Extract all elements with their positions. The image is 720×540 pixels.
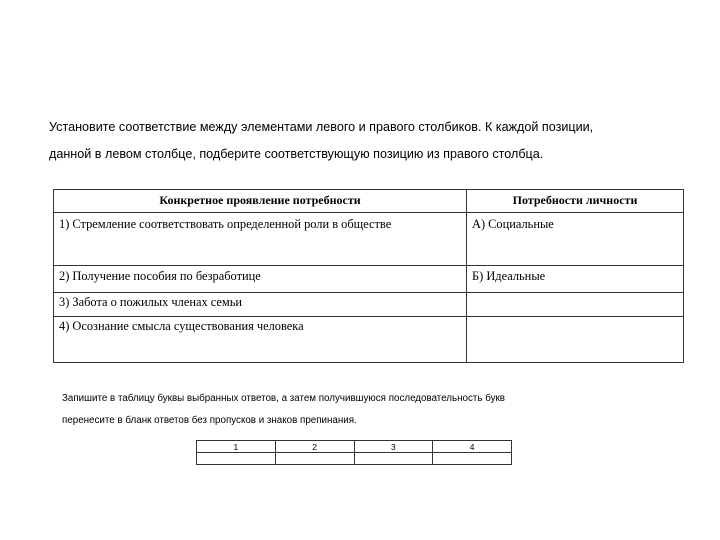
answer-cell-1[interactable]: [197, 453, 276, 465]
answer-header-4: 4: [433, 441, 512, 453]
instruction-line-1: Запишите в таблицу буквы выбранных ответов, а затем получившуюся последовательность букв: [62, 393, 505, 404]
table-row: [54, 317, 684, 363]
left-cell: 3) Забота о пожилых членах семьи: [54, 293, 467, 317]
right-cell: [467, 293, 684, 317]
table-row: [54, 266, 684, 293]
answer-header-3: 3: [354, 441, 433, 453]
answer-header-row: [197, 441, 512, 453]
left-cell: 2) Получение пособия по безработице: [54, 266, 467, 293]
answer-header-1: 1: [197, 441, 276, 453]
task-text: [49, 114, 689, 168]
answer-cell-3[interactable]: [354, 453, 433, 465]
answer-header-2: 2: [275, 441, 354, 453]
matching-table-header: [54, 190, 684, 213]
right-cell: [467, 317, 684, 363]
header-right: Потребности личности: [467, 190, 684, 213]
matching-table: [53, 189, 684, 363]
header-left: Конкретное проявление потребности: [54, 190, 467, 213]
left-cell: 1) Стремление соответствовать определенной роли в обществе: [54, 213, 467, 266]
answer-table: [196, 440, 512, 465]
right-cell: А) Социальные: [467, 213, 684, 266]
task-line-1: Установите соответствие между элементами левого и правого столбиков. К каждой позиции,: [49, 120, 594, 134]
table-row: [54, 213, 684, 266]
instruction-text: [62, 388, 682, 432]
instruction-line-2: перенесите в бланк ответов без пропусков и знаков препинания.: [62, 415, 357, 426]
left-cell: 4) Осознание смысла существования человека: [54, 317, 467, 363]
answer-cell-2[interactable]: [275, 453, 354, 465]
answer-value-row: [197, 453, 512, 465]
task-line-2: данной в левом столбце, подберите соответствующую позицию из правого столбца.: [49, 147, 544, 161]
answer-cell-4[interactable]: [433, 453, 512, 465]
right-cell: Б) Идеальные: [467, 266, 684, 293]
table-row: [54, 293, 684, 317]
